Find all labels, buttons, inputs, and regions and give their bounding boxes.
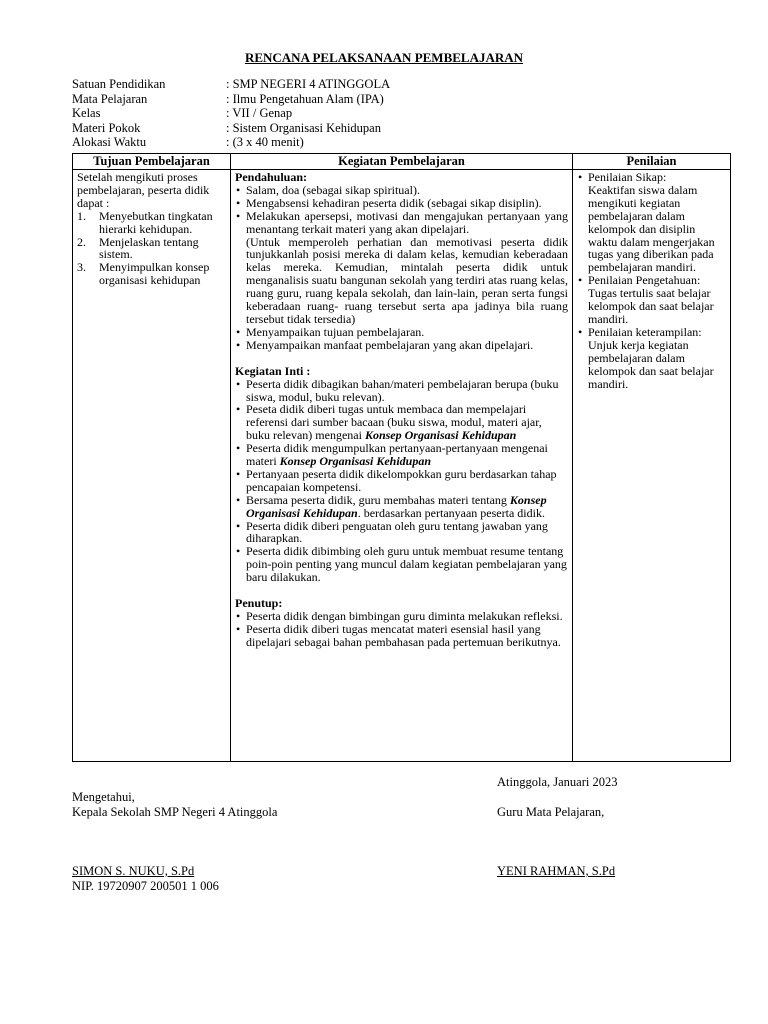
item-emphasis: Konsep Organisasi Kehidupan [364, 428, 517, 443]
list-item [235, 442, 568, 468]
identity-value: : Sistem Organisasi Kehidupan [226, 120, 381, 135]
identity-row [72, 121, 672, 136]
list-item [235, 623, 568, 649]
list-item [235, 468, 568, 494]
list-item [577, 171, 726, 274]
bullet-icon: • [236, 402, 241, 417]
header-tujuan: Tujuan Pembelajaran [73, 154, 231, 170]
item-number: 2. [77, 234, 86, 249]
kepala-nip: NIP. 19720907 200501 1 006 [72, 879, 219, 893]
penilaian-label: Penilaian keterampilan: [587, 324, 702, 339]
identity-label: Mata Pelajaran [72, 91, 148, 106]
inti-title: Kegiatan Inti : [235, 363, 311, 378]
inti-list [235, 378, 568, 585]
list-item [77, 236, 226, 262]
identity-label: Satuan Pendidikan [72, 77, 166, 91]
item-text: Peserta didik dibagikan bahan/materi pembelajaran berupa (buku siswa, modul, buku relevan). [246, 376, 559, 404]
item-emphasis: Konsep Organisasi Kehidupan [246, 492, 547, 520]
identity-label: Materi Pokok [72, 120, 141, 135]
identity-row [72, 106, 672, 121]
penilaian-cell [572, 170, 730, 762]
bullet-icon: • [236, 324, 241, 339]
kepala-name: SIMON S. NUKU, S.Pd [72, 864, 195, 878]
item-text: Menjelaskan tentang sistem. [99, 234, 199, 262]
kepala-title: Kepala Sekolah SMP Negeri 4 Atinggola [72, 805, 278, 819]
table-body-row [73, 170, 731, 762]
identity-value: : (3 x 40 menit) [226, 135, 304, 150]
item-number: 1. [77, 208, 86, 223]
penilaian-text: Unjuk kerja kegiatan pembelajaran dalam kelompok dan saat belajar mandiri. [587, 337, 714, 391]
bullet-icon: • [236, 337, 241, 352]
bullet-icon: • [236, 544, 241, 559]
document-title: RENCANA PELAKSANAAN PEMBELAJARAN [244, 50, 524, 65]
penutup-title: Penutup: [235, 596, 283, 611]
list-item [77, 261, 226, 287]
item-text: Menyampaikan manfaat pembelajaran yang akan dipelajari. [246, 337, 534, 352]
bullet-icon: • [577, 324, 583, 339]
bullet-icon: • [236, 518, 241, 533]
penilaian-label: Penilaian Sikap: [587, 170, 667, 184]
list-item [235, 494, 568, 520]
place-date: Atinggola, Januari 2023 [497, 775, 618, 789]
mengetahui-label: Mengetahui, [72, 790, 135, 804]
identity-value: : SMP NEGERI 4 ATINGGOLA [226, 77, 391, 91]
bullet-icon: • [577, 170, 583, 184]
bullet-icon: • [236, 621, 241, 636]
item-emphasis: Konsep Organisasi Kehidupan [279, 454, 432, 469]
penutup-list [235, 610, 568, 649]
list-item [235, 520, 568, 546]
item-text: Peserta didik diberi penguatan oleh guru tentang jawaban yang diharapkan. [246, 518, 548, 546]
item-text: Menyebutkan tingkatan hierarki kehidupan. [99, 208, 213, 236]
guru-title: Guru Mata Pelajaran, [497, 805, 605, 819]
bullet-icon: • [236, 195, 241, 210]
pendahuluan-title: Pendahuluan: [235, 170, 308, 184]
identity-row [72, 135, 672, 150]
list-item [235, 378, 568, 404]
bullet-icon: • [236, 182, 241, 197]
item-text: Peseta didik diberi tugas untuk membaca dan mempelajari referensi dari sumber bacaan (buku siswa, modul, materi ajar, buku relevan) mengenai [246, 402, 542, 443]
penilaian-list [577, 171, 726, 390]
item-text: Pertanyaan peserta didik dikelompokkan guru berdasarkan tahap pencapaian kompetensi. [246, 466, 557, 494]
item-text-after: . berdasarkan pertanyaan peserta didik. [357, 505, 545, 520]
item-text: Menyimpulkan konsep organisasi kehidupan [99, 260, 210, 288]
lesson-plan-table [72, 153, 731, 762]
list-item [577, 326, 726, 391]
table-header-row [73, 154, 731, 170]
list-item [235, 545, 568, 584]
list-item [77, 210, 226, 236]
item-text: Bersama peserta didik, guru membahas materi tentang [246, 492, 510, 507]
item-text: Melakukan apersepsi, motivasi dan mengajukan pertanyaan yang menantang terkait materi yang akan dipelajari. [246, 208, 568, 236]
item-text: Peserta didik dengan bimbingan guru diminta melakukan refleksi. [246, 609, 563, 623]
bullet-icon: • [236, 208, 241, 223]
pendahuluan-list [235, 184, 568, 352]
item-text: Salam, doa (sebagai sikap spiritual). [246, 182, 420, 197]
penilaian-text: Tugas tertulis saat belajar kelompok dan saat belajar mandiri. [587, 286, 714, 326]
penilaian-label: Penilaian Pengetahuan: [587, 273, 701, 288]
identity-row [72, 92, 672, 107]
header-kegiatan: Kegiatan Pembelajaran [231, 154, 573, 170]
item-text: Peserta didik diberi tugas mencatat materi esensial hasil yang dipelajari sebagai bahan pembahasan pada pertemuan berikutnya. [246, 621, 561, 649]
identity-label: Kelas [72, 106, 101, 121]
item-number: 3. [77, 260, 86, 275]
identity-row [72, 77, 672, 92]
identity-value: : Ilmu Pengetahuan Alam (IPA) [226, 91, 384, 106]
item-text: Menyampaikan tujuan pembelajaran. [246, 324, 425, 339]
tujuan-list [77, 210, 226, 287]
item-text: Peserta didik dibimbing oleh guru untuk membuat resume tentang poin-poin penting yang muncul dalam kegiatan pembelajaran yang baru dilakukan. [246, 544, 567, 585]
guru-name: YENI RAHMAN, S.Pd [497, 864, 616, 878]
item-text: Mengabsensi kehadiran peserta didik (sebagai sikap disiplin). [246, 195, 542, 210]
list-item [577, 274, 726, 326]
tujuan-cell [73, 170, 231, 762]
bullet-icon: • [236, 492, 241, 507]
header-penilaian: Penilaian [572, 154, 730, 170]
bullet-icon: • [236, 466, 241, 481]
list-item [235, 339, 568, 352]
identity-label: Alokasi Waktu [72, 135, 147, 150]
kegiatan-cell [231, 170, 573, 762]
bullet-icon: • [236, 376, 241, 391]
tujuan-intro: Setelah mengikuti proses pembelajaran, peserta didik dapat : [77, 170, 210, 210]
identity-value: : VII / Genap [226, 106, 293, 121]
bullet-icon: • [236, 441, 241, 456]
identity-block [72, 77, 672, 150]
list-item [235, 403, 568, 442]
bullet-icon: • [236, 609, 241, 623]
list-item [235, 210, 568, 326]
bullet-icon: • [577, 273, 583, 288]
pendahuluan-note: (Untuk memperoleh perhatian dan memotivasi peserta didik tunjukkanlah posisi mereka di dalam kelas, kemudian keberadaan kelas mereka. Kemudian, mintalah peserta didik untuk menganalisis suatu bangunan sekolah yang terdiri atas ruang kelas, ruang guru, ruang kepala sekolah, dan lain-lain, peran serta fungsi keberadaan ruang- ruang tersebut serta apa jadinya bila ruang tersebut tidak tersedia) [246, 234, 568, 326]
penilaian-text: Keaktifan siswa dalam mengikuti kegiatan pembelajaran dalam kelompok dan disiplin waktu dalam mengerjakan tugas yang diberikan pada pembelajaran mandiri. [587, 182, 715, 275]
item-text: Peserta didik mengumpulkan pertanyaan-pertanyaan mengenai materi [246, 441, 548, 469]
